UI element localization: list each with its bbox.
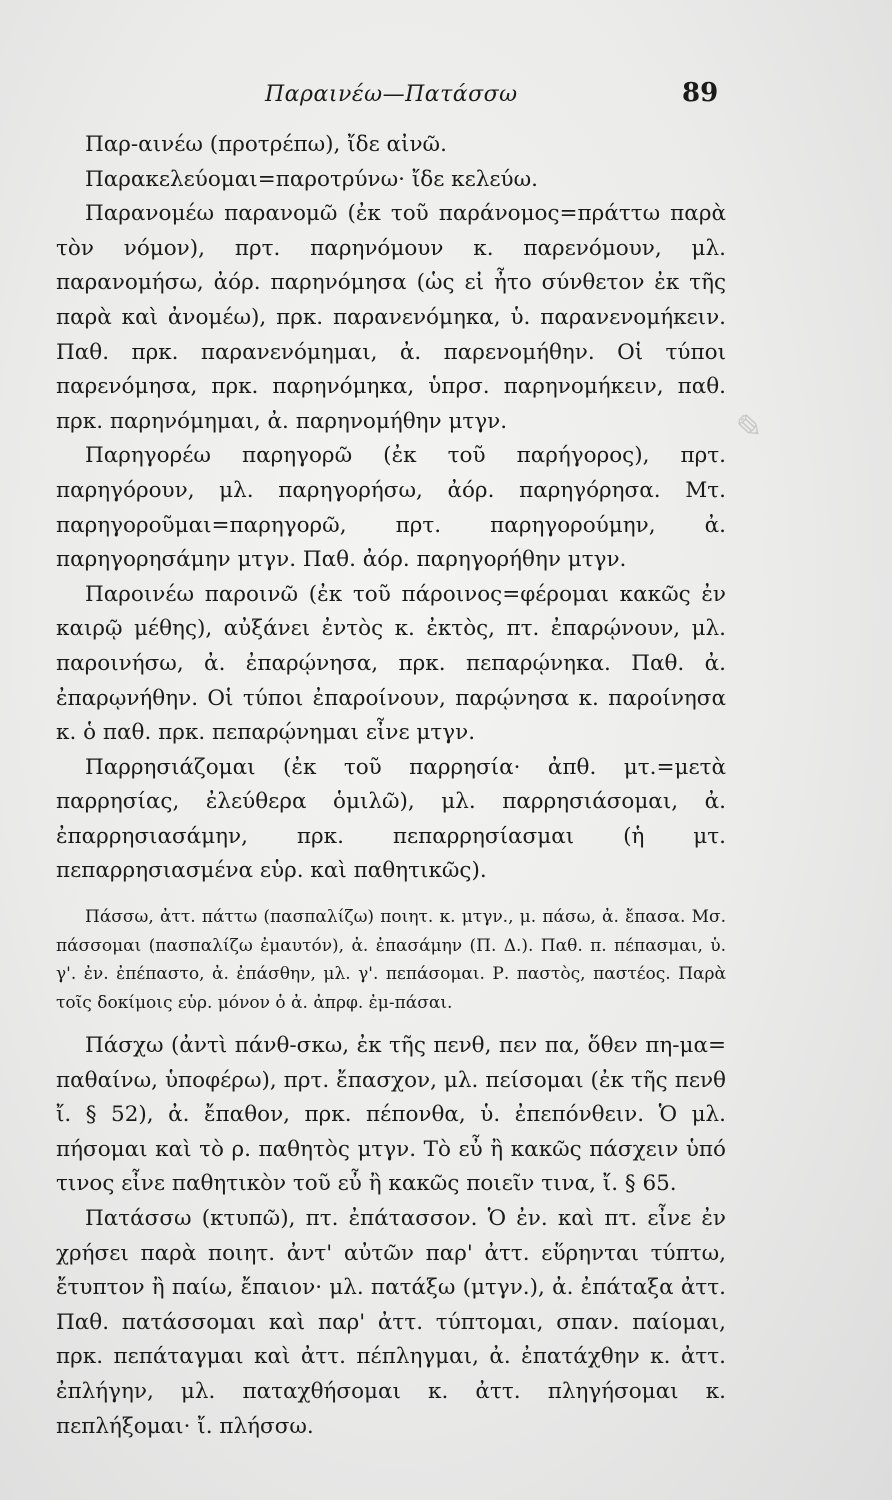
entry-parrhsiazomai: Παρρησιάζομαι (ἐκ τοῦ παρρησία· ἀπθ. μτ.=μετὰ παρρησίας, ἐλεύθερα ὁμιλῶ), μλ. παρρησιάσομαι, ἀ. ἐπαρρησιασάμην, πρκ. πεπαρρησίασμαι (ἡ μτ. πεπαρρησιασμένα εὑρ. καὶ παθητικῶς). (56, 754, 726, 884)
entry-passw: Πάσσω, ἀττ. πάττω (πασπαλίζω) ποιητ. κ. μτγν., μ. πάσω, ἀ. ἔπασα. Μσ. πάσσομαι (πασπαλίζω ἐμαυτόν), ἀ. ἐπασάμην (Π. Δ.). Παθ. π. πέπασμαι, ὑ. γ'. ἐν. ἐπέπαστο, ἀ. ἐπάσθην, μλ. γ'. πεπάσομαι. Ρ. παστὸς, παστέος. Παρὰ τοῖς δοκίμοις εὑρ. μόνον ὁ ἀ. ἀπρφ. ἐμ-πάσαι. (56, 907, 726, 1013)
entry-parhgorew: Παρηγορέω παρηγορῶ (ἐκ τοῦ παρήγορος), πρτ. παρηγόρουν, μλ. παρηγορήσω, ἀόρ. παρηγόρησα. Μτ. παρηγοροῦμαι=παρηγορῶ, πρτ. παρηγορούμην, ἀ. παρηγορησάμην μτγν. Παθ. ἀόρ. παρηγορήθην μτγν. (56, 443, 726, 573)
page-header (0, 78, 892, 112)
pencil-mark: ✎ (728, 405, 764, 451)
entry-paroinew: Παροινέω παροινῶ (ἐκ τοῦ πάροινος=φέρομαι κακῶς ἐν καιρῷ μέθης), αὐξάνει ἐντὸς κ. ἐκτὸς, πτ. ἐπαρῴνουν, μλ. παροινήσω, ἀ. ἐπαρῴνησα, πρκ. πεπαρῴνηκα. Παθ. ἀ. ἐπαρῳνήθην. Οἱ τύποι ἐπαροίνουν, παρῴνησα κ. παροίνησα κ. ὁ παθ. πρκ. πεπαρῴνημαι εἶνε μτγν. (56, 581, 726, 746)
entry-parainew: Παρ-αινέω (προτρέπω), ἴδε αἰνῶ. (85, 132, 447, 157)
entry-patassw: Πατάσσω (κτυπῶ), πτ. ἐπάτασσον. Ὁ ἐν. καὶ πτ. εἶνε ἐν χρήσει παρὰ ποιητ. ἀντ' αὐτῶν παρ' ἀττ. εὕρηνται τύπτω, ἔτυπτον ἢ παίω, ἔπαιον· μλ. πατάξω (μτγν.), ἀ. ἐπάταξα ἀττ. Παθ. πατάσσομαι καὶ παρ' ἀττ. τύπτομαι, σπαν. παίομαι, πρκ. πεπάταγμαι καὶ ἀττ. πέπληγμαι, ἀ. ἐπατάχθην κ. ἀττ. ἐπλήγην, μλ. παταχθήσομαι κ. ἀττ. πληγήσομαι κ. πεπλήξομαι· ἴ. πλήσσω. (56, 1206, 726, 1439)
entry-parakeleuomai: Παρακελεύομαι=παροτρύνω· ἴδε κελεύω. (85, 166, 538, 192)
page-number: 89 (682, 78, 719, 108)
entry-paranomew: Παρανομέω παρανομῶ (ἐκ τοῦ παράνομος=πράττω παρὰ τὸν νόμον), πρτ. παρηνόμουν κ. παρενόμουν, μλ. παρανομήσω, ἀόρ. παρηνόμησα (ὡς εἰ ἦτο σύνθετον ἐκ τῆς παρὰ καὶ ἀνομέω), πρκ. παρανενόμηκα, ὑ. παρανενομήκειν. Παθ. πρκ. παρανενόμημαι, ἀ. παρενομήθην. Οἱ τύποι παρενόμησα, πρκ. παρηνόμηκα, ὑπρσ. παρηνομήκειν, παθ. πρκ. παρηνόμημαι, ἀ. παρηνομήθην μτγν. (56, 201, 726, 434)
running-title: Παραινέω—Πατάσσω (265, 82, 518, 107)
dictionary-entries (56, 128, 726, 1444)
entry-pasxw: Πάσχω (ἀντὶ πάνθ-σκω, ἐκ τῆς πενθ, πεν πα, ὅθεν πη-μα= παθαίνω, ὑποφέρω), πρτ. ἔπασχον, μλ. πείσομαι (ἐκ τῆς πενθ ἴ. § 52), ἀ. ἔπαθον, πρκ. πέπονθα, ὑ. ἐπεπόνθειν. Ὁ μλ. πήσομαι καὶ τὸ ρ. παθητὸς μτγν. Τὸ εὖ ἢ κακῶς πάσχειν ὑπό τινος εἶνε παθητικὸν τοῦ εὖ ἢ κακῶς ποιεῖν τινα, ἴ. § 65. (56, 1033, 726, 1197)
